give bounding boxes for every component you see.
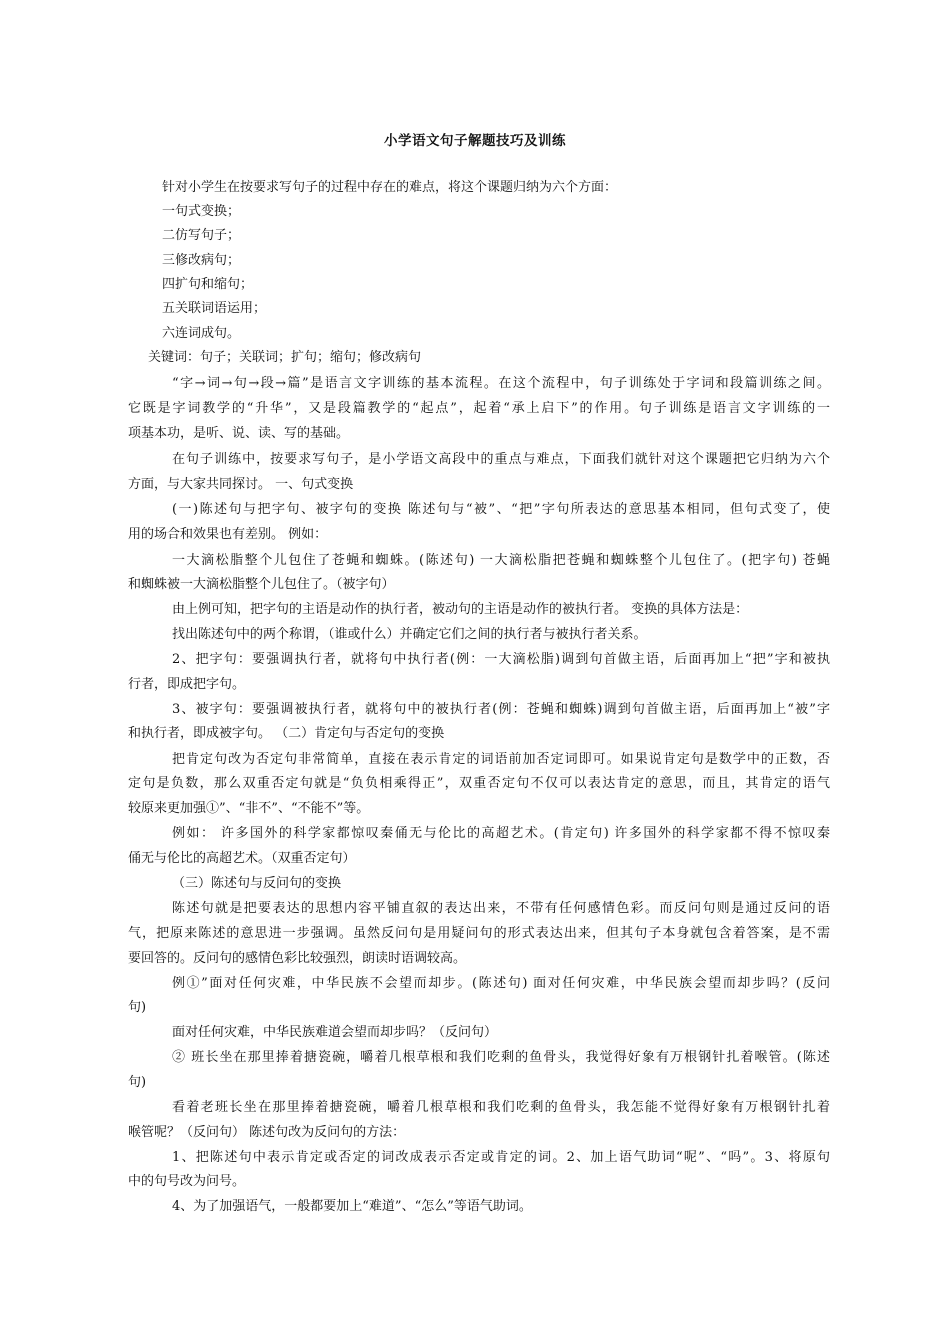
- list-item: 二仿写句子；: [162, 228, 241, 243]
- example-line: 句): [128, 1000, 147, 1015]
- paragraph-line: “字→词→句→段→篇”是语言文字训练的基本流程。在这个流程中，句子训练处于字词和段篇训练之间。: [172, 376, 830, 391]
- paragraph-line: (一)陈述句与把字句、被字句的变换 陈述句与“被”、“把”字句所表达的意思基本相同，但句式变了，使: [172, 502, 830, 517]
- list-item: 六连词成句。: [162, 326, 241, 341]
- example-line: 例如： 许多国外的科学家都惊叹秦俑无与伦比的高超艺术。(肯定句) 许多国外的科学家都不得不惊叹秦: [172, 826, 830, 841]
- paragraph-line: 3、被字句：要强调被执行者，就将句中的被执行者(例：苍蝇和蜘蛛)调到句首做主语，后面再加上“被”字: [172, 702, 830, 717]
- paragraph-line: 中的句号改为问号。: [128, 1174, 246, 1189]
- example-line: 一大滴松脂整个儿包住了苍蝇和蜘蛛。(陈述句) 一大滴松脂把苍蝇和蜘蛛整个儿包住了。(把字句) 苍蝇: [172, 553, 830, 568]
- paragraph-line: 项基本功，是听、说、读、写的基础。: [128, 426, 350, 441]
- paragraph-line: 陈述句就是把要表达的思想内容平铺直叙的表达出来，不带有任何感情色彩。而反问句则是通过反问的语: [172, 901, 830, 916]
- paragraph-line: 由上例可知，把字句的主语是动作的执行者，被动句的主语是动作的被执行者。 变换的具体方法是：: [172, 602, 749, 617]
- list-item: 一句式变换；: [162, 204, 241, 219]
- paragraph-line: 针对小学生在按要求写句子的过程中存在的难点，将这个课题归纳为六个方面：: [162, 180, 618, 195]
- example-line: 例①”面对任何灾难，中华民族不会望而却步。(陈述句) 面对任何灾难，中华民族会望而却步吗？(反问: [172, 976, 830, 991]
- section-heading: （三）陈述句与反问句的变换: [172, 876, 342, 891]
- list-item: 四扩句和缩句；: [162, 277, 254, 292]
- example-line: 俑无与伦比的高超艺术。（双重否定句）: [128, 851, 356, 866]
- paragraph-line: 和执行者，即成被字句。 （二）肯定句与否定句的变换: [128, 726, 445, 741]
- list-item: 五关联词语运用；: [162, 301, 267, 316]
- example-line: 看着老班长坐在那里捧着搪瓷碗，嚼着几根草根和我们吃剩的鱼骨头，我怎能不觉得好象有万根钢针扎着: [172, 1100, 830, 1115]
- paragraph-line: 4、为了加强语气，一般都要加上“难道”、“怎么”等语气助词。: [172, 1199, 532, 1214]
- keywords-line: 关键词：句子；关联词；扩句；缩句；修改病句: [148, 350, 422, 365]
- example-line: 句): [128, 1075, 147, 1090]
- paragraph-line: 定句是负数，那么双重否定句就是“负负相乘得正”，双重否定句不仅可以表达肯定的意思，而且，其肯定的语气: [128, 776, 830, 791]
- document-title: 小学语文句子解题技巧及训练: [384, 133, 566, 149]
- paragraph-line: 气，把原来陈述的意思进一步强调。虽然反问句是用疑问句的形式表达出来，但其句子本身就包含着答案，是不需: [128, 926, 830, 941]
- paragraph-line: 用的场合和效果也有差别。 例如：: [128, 527, 328, 542]
- paragraph-line: 在句子训练中，按要求写句子，是小学语文高段中的重点与难点，下面我们就针对这个课题把它归纳为六个: [172, 452, 830, 467]
- paragraph-line: 它既是字词教学的“升华”，又是段篇教学的“起点”，起着“承上启下”的作用。句子训练是语言文字训练的一: [128, 401, 830, 416]
- example-line: ② 班长坐在那里捧着搪瓷碗，嚼着几根草根和我们吃剩的鱼骨头，我觉得好象有万根钢针扎着喉管。(陈述: [172, 1050, 830, 1065]
- paragraph-line: 找出陈述句中的两个称谓，（谁或什么）并确定它们之间的执行者与被执行者关系。: [172, 627, 647, 642]
- paragraph-line: 1、把陈述句中表示肯定或否定的词改成表示否定或肯定的词。2、加上语气助词“呢”、“吗”。3、将原句: [172, 1150, 830, 1165]
- paragraph-line: 把肯定句改为否定句非常简单，直接在表示肯定的词语前加否定词即可。如果说肯定句是数学中的正数，否: [172, 752, 830, 767]
- example-line: 和蜘蛛被一大滴松脂整个儿包住了。（被字句）: [128, 577, 395, 592]
- list-item: 三修改病句；: [162, 253, 241, 268]
- paragraph-line: 方面，与大家共同探讨。 一、句式变换: [128, 477, 354, 492]
- example-line: 喉管呢？（反问句） 陈述句改为反问句的方法：: [128, 1125, 406, 1140]
- paragraph-line: 行者，即成把字句。: [128, 677, 246, 692]
- paragraph-line: 要回答的。反问句的感情色彩比较强烈，朗读时语调较高。: [128, 951, 467, 966]
- paragraph-line: 2、把字句：要强调执行者，就将句中执行者(例：一大滴松脂)调到句首做主语，后面再加上“把”字和被执: [172, 652, 830, 667]
- example-line: 面对任何灾难，中华民族难道会望而却步吗？（反问句）: [172, 1025, 498, 1040]
- paragraph-line: 较原来更加强①”、“非不”、“不能不”等。: [128, 801, 370, 816]
